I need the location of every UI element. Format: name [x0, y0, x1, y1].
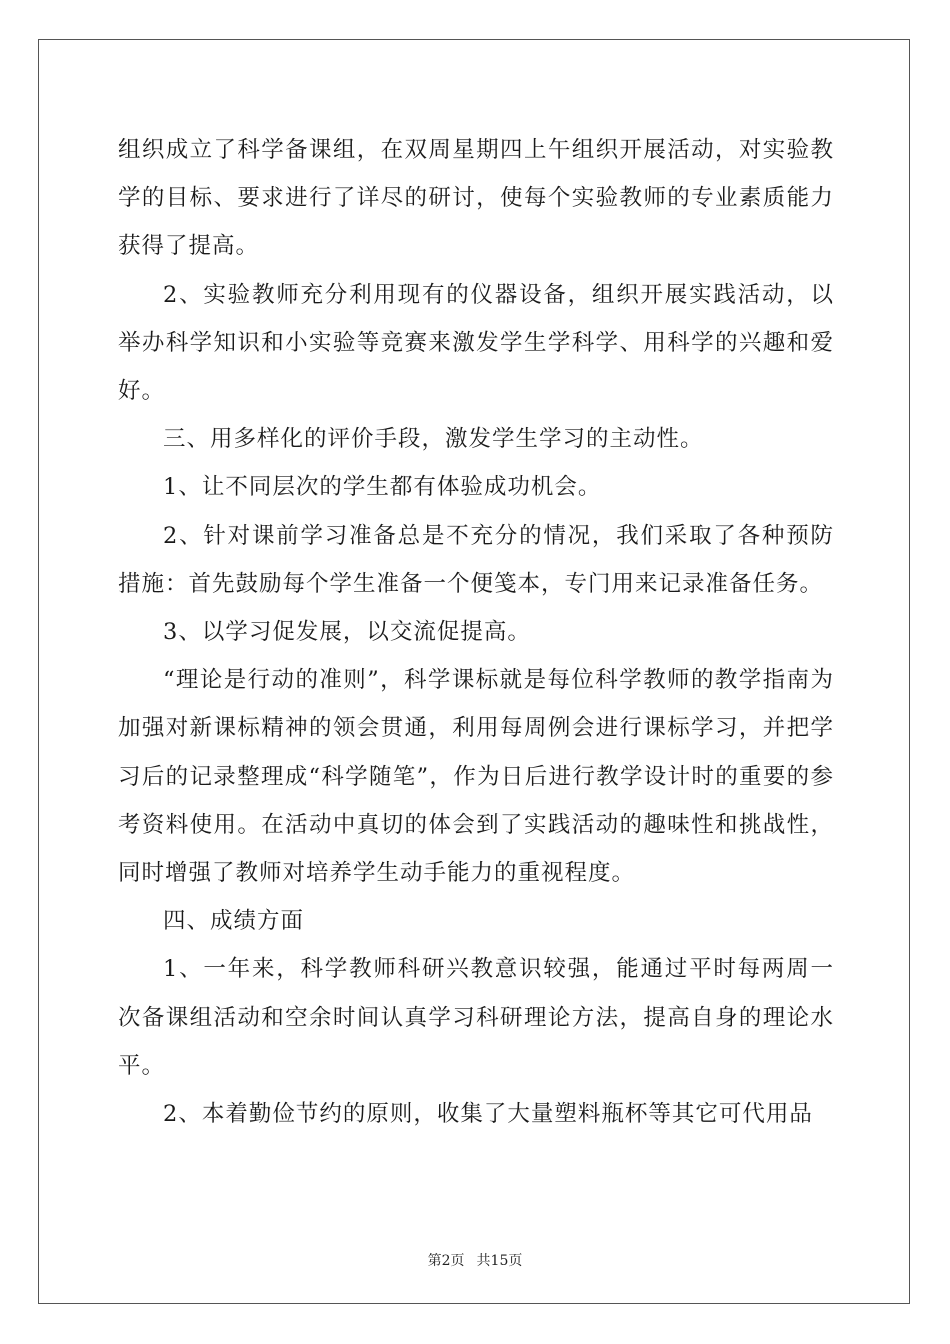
paragraph: 2、本着勤俭节约的原则，收集了大量塑料瓶杯等其它可代用品 [163, 1101, 813, 1128]
paragraph: 1、让不同层次的学生都有体验成功机会。 [163, 474, 602, 501]
paragraph: 1、一年来，科学教师科研兴教意识较强，能通过平时每两周一次备课组活动和空余时间认真学习科研理论方法，提高自身的理论水平。 [118, 956, 834, 1079]
paragraph: 3、以学习促发展，以交流促提高。 [163, 619, 531, 646]
page-total: 共15页 [476, 1253, 523, 1269]
page-number: 第2页 [427, 1253, 465, 1269]
paragraph: 组织成立了科学备课组，在双周星期四上午组织开展活动，对实验教学的目标、要求进行了详尽的研讨，使每个实验教师的专业素质能力获得了提高。 [118, 137, 834, 260]
section-heading: 四、成绩方面 [163, 908, 305, 935]
document-body [118, 126, 834, 1138]
paragraph: 2、实验教师充分利用现有的仪器设备，组织开展实践活动，以举办科学知识和小实验等竞赛来激发学生学科学、用科学的兴趣和爱好。 [118, 281, 834, 405]
paragraph: “理论是行动的准则”，科学课标就是每位科学教师的教学指南为加强对新课标精神的领会贯通，利用每周例会进行课标学习，并把学习后的记录整理成“科学随笔”，作为日后进行教学设计时的重要的参考资料使用。在活动中真切的体会到了实践活动的趣味性和挑战性，同时增强了教师对培养学生动手能力的重视程度。 [118, 667, 834, 887]
page-footer [0, 1250, 950, 1270]
section-heading: 三、用多样化的评价手段，激发学生学习的主动性。 [163, 426, 704, 453]
paragraph: 2、针对课前学习准备总是不充分的情况，我们采取了各种预防措施：首先鼓励每个学生准备一个便笺本，专门用来记录准备任务。 [118, 522, 834, 597]
